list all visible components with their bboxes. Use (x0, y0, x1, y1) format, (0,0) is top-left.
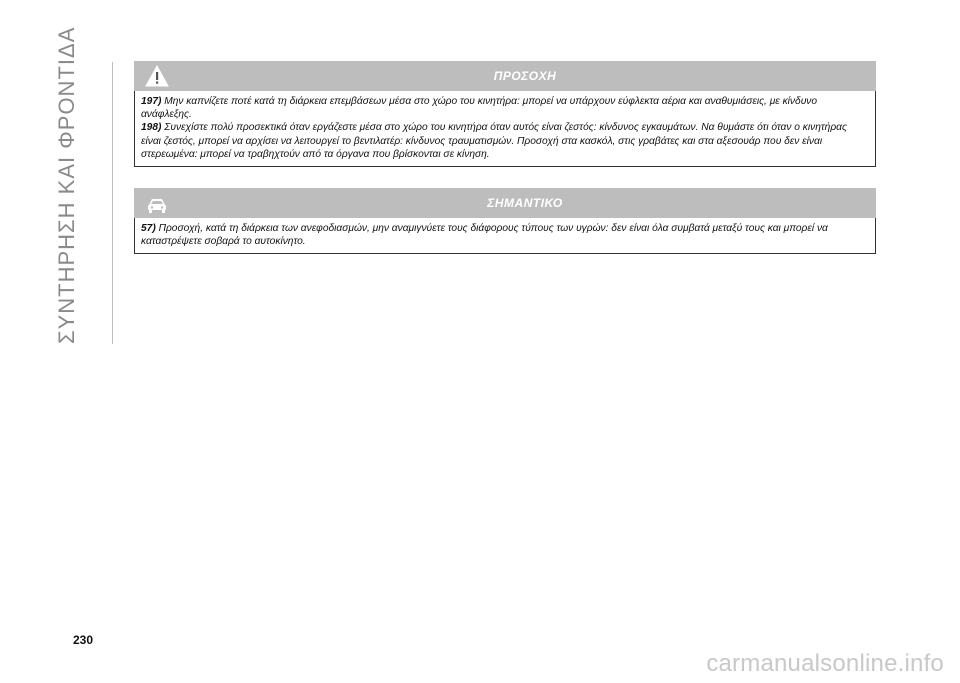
item-number: 197) (141, 96, 162, 107)
important-item (141, 222, 869, 248)
important-title: ΣΗΜΑΝΤΙΚΟ (487, 196, 563, 210)
important-body (134, 218, 876, 254)
warning-title: ΠΡΟΣΟΧΗ (493, 69, 557, 83)
warning-box (134, 61, 876, 167)
important-header (134, 188, 876, 218)
warning-item (141, 95, 869, 121)
section-side-title: ΣΥΝΤΗΡΗΣΗ ΚΑΙ ΦΡΟΝΤΙΔΑ (54, 26, 79, 344)
item-text: Προσοχή, κατά τη διάρκεια των ανεφοδιασμών, μην αναμιγνύετε τους διάφορους τύπους των υγρών: δεν είναι όλα συμβατά μεταξύ τους και μπορεί να καταστρέψετε σοβαρά το αυτοκίνητο. (141, 223, 828, 248)
watermark: carmanualsonline.info (706, 650, 944, 677)
item-text: Συνεχίστε πολύ προσεκτικά όταν εργάζεστε μέσα στο χώρο του κινητήρα όταν αυτός είναι ζεστός: κίνδυνος εγκαυμάτων. Να θυμάστε ότι όταν ο κινητήρας είναι ζεστός, μπορεί να αρχίσει να λειτουργεί το βεντιλατέρ: κίνδυνος τραυματισμών. Προσοχή στα κασκόλ, στις γραβάτες και στα αξεσουάρ που δεν είναι στερεωμένα: μπορεί να τραβηχτούν από τα όργανα που βρίσκονται σε κίνηση. (141, 122, 847, 160)
side-divider (112, 62, 113, 344)
important-box (134, 188, 876, 254)
warning-body (134, 91, 876, 167)
item-text: Μην καπνίζετε ποτέ κατά τη διάρκεια επεμβάσεων μέσα στο χώρο του κινητήρα: μπορεί να υπάρχουν εύφλεκτα αέρια και αναθυμιάσεις, με κίνδυνο ανάφλεξης. (141, 96, 818, 121)
warning-item (141, 121, 869, 161)
item-number: 57) (141, 223, 156, 234)
page-number: 230 (73, 633, 94, 647)
item-number: 198) (141, 122, 162, 134)
warning-header (134, 61, 876, 91)
